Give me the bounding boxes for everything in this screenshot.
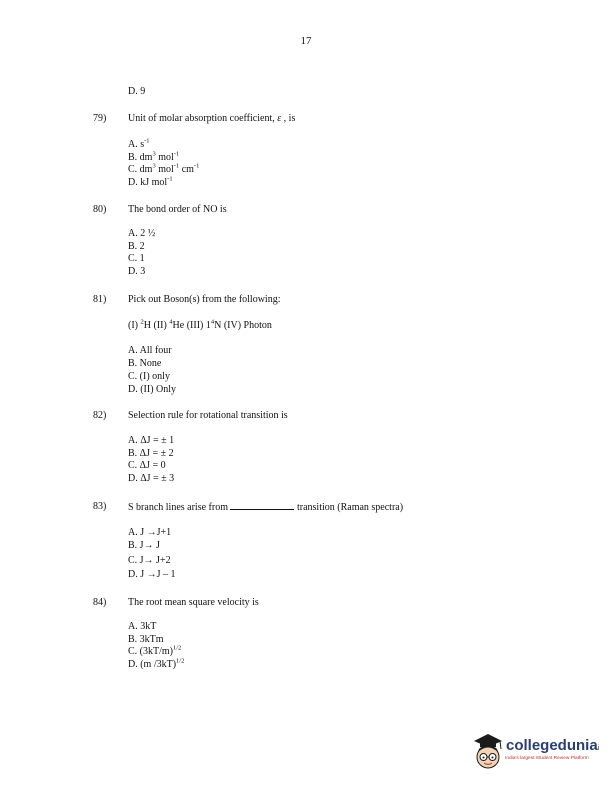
question-80-option-c: C. 1 <box>128 253 145 264</box>
question-83-option-a: A. J →J+1 <box>128 527 172 538</box>
question-84-number: 84) <box>93 597 107 608</box>
question-84-option-a: A. 3kT <box>128 621 157 632</box>
logo-wordmark: collegeduniai <box>506 737 600 754</box>
question-79-option-c: C. $dm^3$ mol$^{-1}$ $cm^{-1}$ <box>128 162 200 175</box>
question-81-option-c: C. (I) only <box>128 371 170 382</box>
question-83-number: 83) <box>93 501 107 512</box>
question-81-option-b: B. None <box>128 358 162 369</box>
question-80-option-b: B. 2 <box>128 240 145 252</box>
question-84-option-b: B. 3kTm <box>128 633 164 645</box>
logo-tagline: India's largest Student Review Platform <box>505 756 589 761</box>
question-83-text: S branch lines arise from transition (Raman spectra) <box>128 502 404 513</box>
question-81-option-d: D. (II) Only <box>128 383 177 395</box>
question-81-text: Pick out Boson(s) from the following: <box>128 294 281 305</box>
question-82-option-c: C. ΔJ = 0 <box>128 460 166 471</box>
question-83-option-b: B. J→ J <box>128 540 160 551</box>
answer-blank <box>230 500 294 510</box>
question-84-option-d: D. (m /3kT)$^{1/2}$ <box>128 657 185 670</box>
question-81-subline: (I) $^2$H (II) $^4$He (III) $1^4N$ (IV) Photon <box>128 318 272 331</box>
question-80-option-d: D. 3 <box>128 265 146 277</box>
question-84-text: The root mean square velocity is <box>128 597 259 608</box>
question-81-number: 81) <box>93 294 107 305</box>
question-80-option-a: A. 2 ½ <box>128 228 156 239</box>
question-79-text: Unit of molar absorption coefficient, ε , is <box>128 113 296 124</box>
question-79-option-a: A. $s^{-1}$ <box>128 137 150 150</box>
question-80-number: 80) <box>93 204 107 215</box>
epsilon-symbol: ε <box>277 113 282 124</box>
page-number: 17 <box>300 35 312 47</box>
question-79-option-b: B. $dm^3$ mol$^{-1}$ <box>128 150 180 163</box>
question-79-number: 79) <box>93 113 107 124</box>
question-82-number: 82) <box>93 410 107 421</box>
question-82-text: Selection rule for rotational transition is <box>128 410 288 421</box>
question-82-option-a: A. ΔJ = ± 1 <box>128 435 175 446</box>
previous-option-d: D. 9 <box>128 86 146 97</box>
question-80-text: The bond order of NO is <box>128 204 227 215</box>
question-79-option-d: D. kJ mol$^{-1}$ <box>128 175 173 188</box>
question-82-option-d: D. ΔJ = ± 3 <box>128 472 175 484</box>
question-83-option-d: D. J →J – 1 <box>128 569 176 580</box>
question-84-option-c: C. $(3kT/m)^{1/2}$ <box>128 644 182 657</box>
question-83-option-c: C. J→ J+2 <box>128 555 171 566</box>
question-82-option-b: B. ΔJ = ± 2 <box>128 447 174 459</box>
question-81-option-a: A. All four <box>128 345 172 356</box>
